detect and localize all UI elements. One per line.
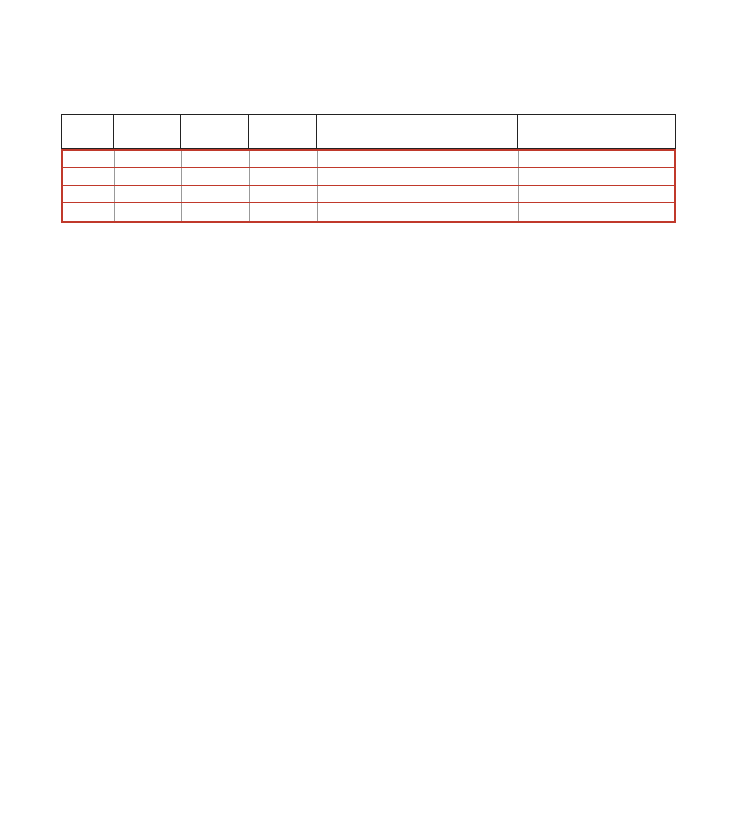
cell-gender bbox=[182, 151, 250, 167]
cell-certificate bbox=[519, 203, 674, 220]
cell-index bbox=[63, 151, 115, 167]
cell-ethnicity bbox=[250, 168, 318, 184]
cell-gender bbox=[182, 186, 250, 202]
cell-school bbox=[318, 168, 519, 184]
cell-index bbox=[63, 168, 115, 184]
cell-index bbox=[63, 186, 115, 202]
cell-ethnicity bbox=[250, 186, 318, 202]
cell-certificate bbox=[519, 168, 674, 184]
cell-certificate bbox=[519, 186, 674, 202]
cell-gender bbox=[182, 203, 250, 220]
cell-ethnicity bbox=[250, 151, 318, 167]
header-school bbox=[317, 115, 518, 148]
cell-school bbox=[318, 203, 519, 220]
table-row bbox=[63, 168, 674, 185]
cell-certificate bbox=[519, 151, 674, 167]
cell-name bbox=[115, 151, 182, 167]
cell-ethnicity bbox=[250, 203, 318, 220]
header-name bbox=[114, 115, 181, 148]
cell-school bbox=[318, 151, 519, 167]
cell-gender bbox=[182, 168, 250, 184]
award-table bbox=[61, 114, 676, 223]
table-row bbox=[63, 151, 674, 168]
cell-name bbox=[115, 186, 182, 202]
cell-school bbox=[318, 186, 519, 202]
cell-index bbox=[63, 203, 115, 220]
table-header bbox=[61, 114, 676, 149]
header-gender bbox=[181, 115, 249, 148]
header-index bbox=[62, 115, 114, 148]
header-certificate bbox=[518, 115, 675, 148]
header-ethnicity bbox=[249, 115, 317, 148]
cell-name bbox=[115, 168, 182, 184]
table-row bbox=[63, 203, 674, 220]
highlighted-rows bbox=[61, 149, 676, 223]
table-row bbox=[63, 186, 674, 203]
cell-name bbox=[115, 203, 182, 220]
